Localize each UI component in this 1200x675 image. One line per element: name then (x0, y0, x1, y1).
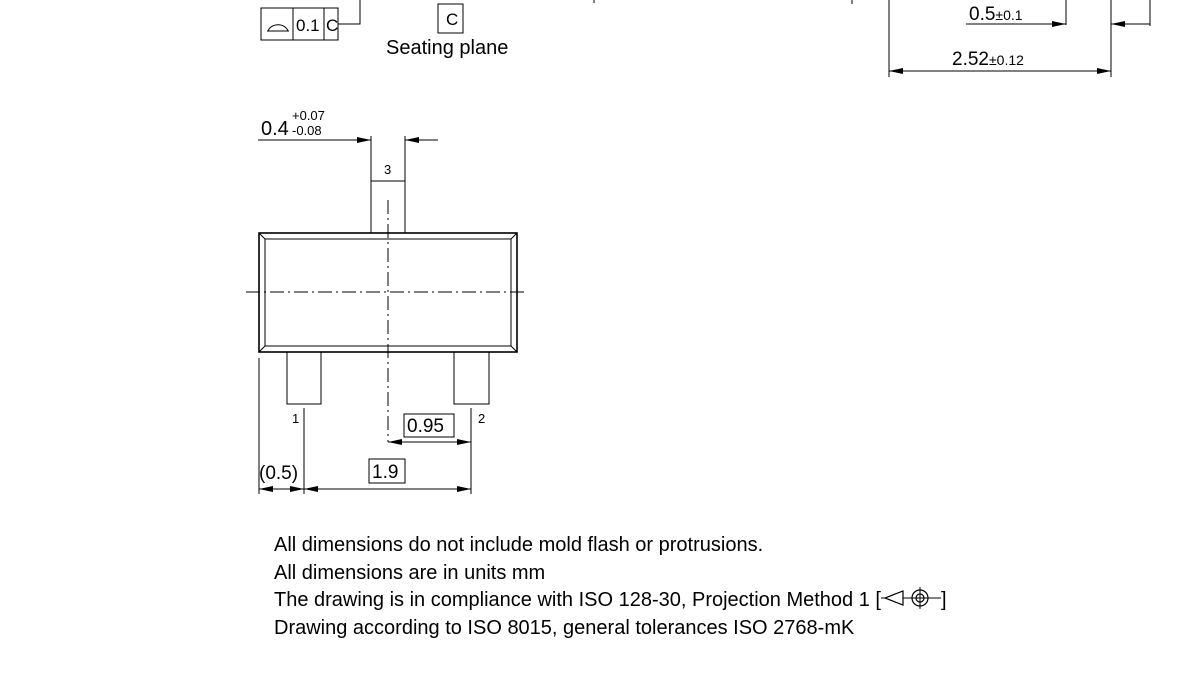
dim-lead-width-value: 0.5 (969, 4, 996, 25)
note-projection (274, 587, 1174, 615)
flatness-tolerance: 0.1 (296, 16, 320, 35)
drawing-notes (274, 532, 1174, 642)
dim-lead-tol-lower: -0.08 (292, 123, 322, 138)
dim-lead-group (258, 108, 438, 181)
seating-plane-label: Seating plane (386, 37, 509, 59)
dim-pitch-group (259, 459, 471, 492)
pin-label-2: 2 (478, 411, 486, 426)
dim-offset: (0.5) (259, 463, 299, 484)
datum-c-label: C (446, 10, 459, 29)
dim-half-pitch-group (388, 414, 471, 445)
dim-half-pitch: 0.95 (407, 416, 444, 437)
note-projection-close: ] (940, 589, 947, 611)
dim-lead-value: 0.4 (261, 118, 289, 140)
datum-c-frame (438, 4, 463, 33)
pin-label-3: 3 (384, 162, 392, 177)
note-projection-text: The drawing is in compliance with ISO 128-30, Projection Method 1 [ (274, 589, 881, 611)
pin-1 (287, 352, 321, 404)
pin-label-1: 1 (292, 411, 300, 426)
side-view-dimensions (852, 0, 1150, 77)
dim-height-tol: ±0.12 (988, 52, 1024, 68)
note-units: All dimensions are in units mm (274, 561, 546, 584)
pin-2 (454, 352, 489, 404)
dim-pitch: 1.9 (372, 462, 399, 483)
dim-lead-tol-upper: +0.07 (292, 108, 325, 123)
first-angle-projection-icon (881, 587, 941, 609)
flatness-control-frame (261, 0, 360, 40)
note-tolerances: Drawing according to ISO 8015, general tolerances ISO 2768-mK (274, 616, 855, 639)
dim-lead-width-tol: ±0.1 (995, 7, 1023, 23)
dim-height (952, 49, 1024, 70)
dim-height-value: 2.52 (952, 49, 989, 70)
package-top-view (246, 181, 528, 442)
note-mold-flash: All dimensions do not include mold flash or protrusions. (274, 534, 764, 556)
dim-lead-width (969, 4, 1023, 25)
flatness-datum: C (326, 16, 339, 35)
